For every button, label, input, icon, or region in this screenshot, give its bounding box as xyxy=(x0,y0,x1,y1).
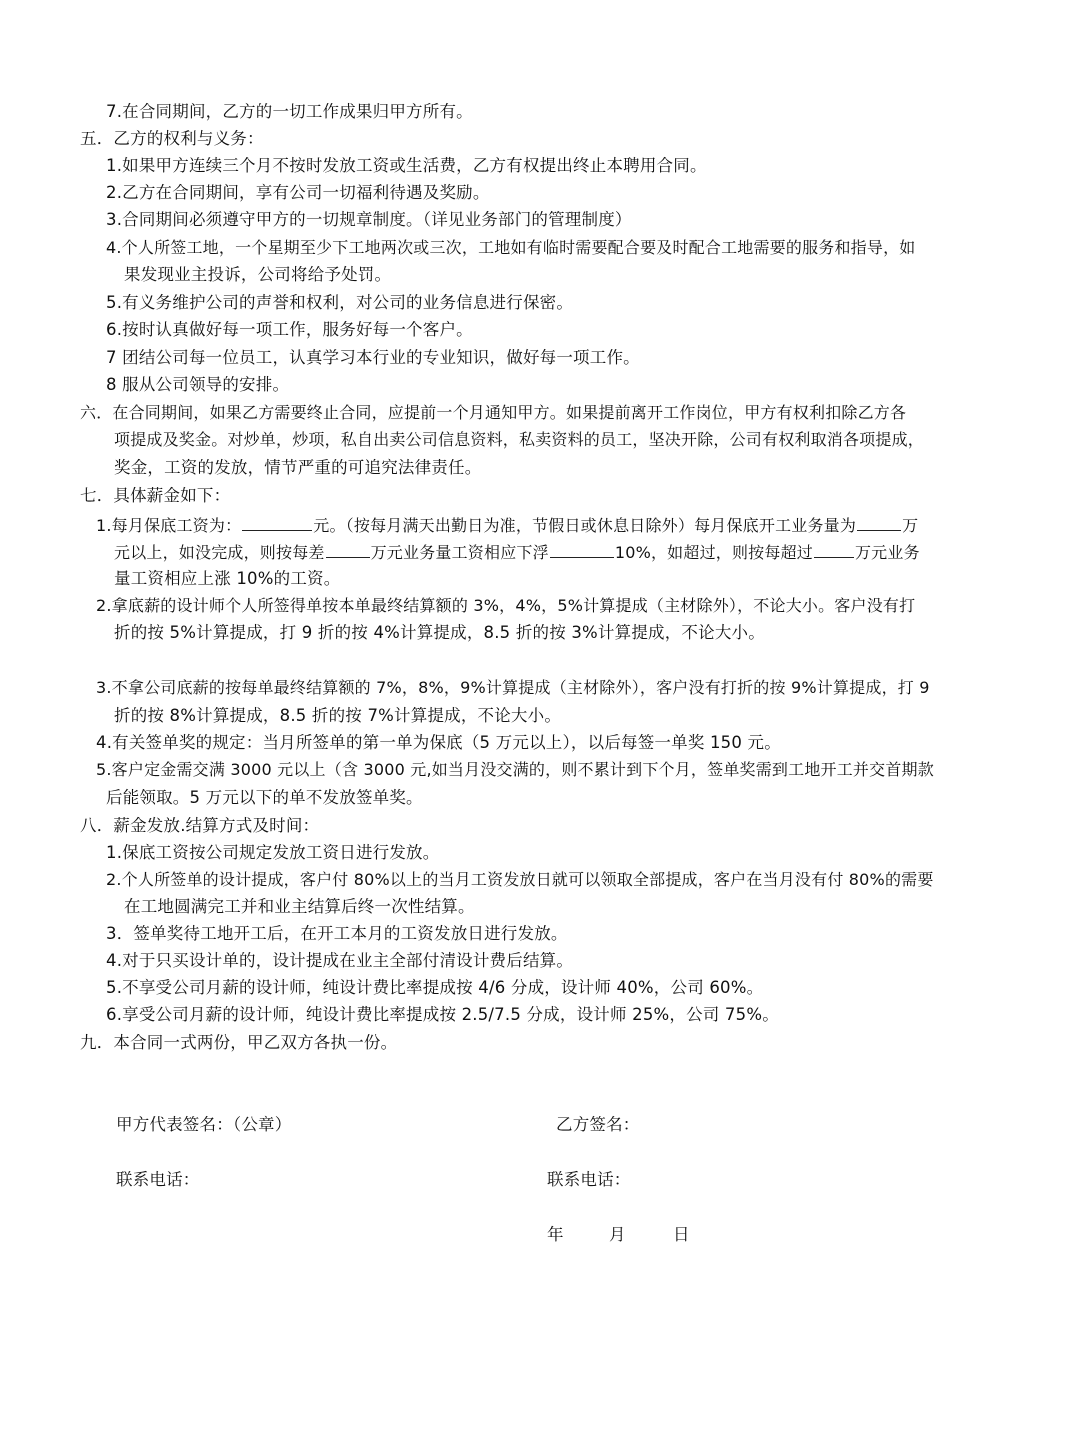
section-9: 九．本合同一式两份，甲乙双方各执一份。 xyxy=(80,1033,398,1052)
wan-business-text: 万元业务 xyxy=(854,543,920,562)
exceed-blank xyxy=(814,540,854,558)
section-5-item-4-line1: 4.个人所签工地，一个星期至少下工地两次或三次，工地如有临时需要配合要及时配合工地需要的服务和指导，如 xyxy=(106,238,916,257)
section-7-item-2-line1: 2.拿底薪的设计师个人所签得单按本单最终结算额的 3%，4%，5%计算提成（主材除外），不论大小。客户没有打 xyxy=(96,596,916,615)
section-7-item-3-line2: 折的按 8%计算提成，8.5 折的按 7%计算提成，不论大小。 xyxy=(114,706,562,725)
party-a-phone-label: 联系电话： xyxy=(116,1170,200,1189)
section-5-item-2: 2.乙方在合同期间，享有公司一切福利待遇及奖励。 xyxy=(106,183,490,202)
date-month-label: 月 xyxy=(609,1225,626,1244)
date-day-label: 日 xyxy=(673,1225,690,1244)
section-8-item-3: 3．签单奖待工地开工后，在开工本月的工资发放日进行发放。 xyxy=(106,924,568,943)
section-8-item-2-line1: 2.个人所签单的设计提成，客户付 80%以上的当月工资发放日就可以领取全部提成，客户在当月没有付 80%的需要 xyxy=(106,870,934,889)
shortfall-blank xyxy=(326,540,370,558)
section-5-item-5: 5.有义务维护公司的声誉和权利，对公司的业务信息进行保密。 xyxy=(106,293,574,312)
wan-unit: 万 xyxy=(902,516,919,535)
section-8-item-2-line2: 在工地圆满完工并和业主结算后终一次性结算。 xyxy=(124,897,475,916)
clause-5-7: 7.在合同期间，乙方的一切工作成果归甲方所有。 xyxy=(106,102,473,121)
section-5-item-1: 1.如果甲方连续三个月不按时发放工资或生活费，乙方有权提出终止本聘用合同。 xyxy=(106,156,707,175)
date-year-label: 年 xyxy=(547,1225,564,1244)
section-7-item-5-line2: 后能领取。5 万元以下的单不发放签单奖。 xyxy=(106,788,423,807)
section-6-line3: 奖金，工资的发放，情节严重的可追究法律责任。 xyxy=(114,458,482,477)
float-down-text: 万元业务量工资相应下浮 xyxy=(370,543,549,562)
section-7-item-1-line1 xyxy=(96,513,918,537)
section-5-item-6: 6.按时认真做好每一项工作，服务好每一个客户。 xyxy=(106,320,473,339)
shortfall-text: 元以上，如没完成，则按每差 xyxy=(114,543,325,562)
section-7-item-1-line3: 量工资相应上涨 10%的工资。 xyxy=(114,569,341,588)
section-7-title: 七．具体薪金如下： xyxy=(80,486,231,505)
float-down-blank xyxy=(550,540,614,558)
section-5-item-4-line2: 果发现业主投诉，公司将给予处罚。 xyxy=(124,265,392,284)
section-7-item-5-line1: 5.客户定金需交满 3000 元以上（含 3000 元,如当月没交满的，则不累计到下个月，签单奖需到工地开工并交首期款 xyxy=(96,760,934,779)
section-6-line2: 项提成及奖金。对炒单，炒项，私自出卖公司信息资料，私卖资料的员工，坚决开除，公司有权利取消各项提成， xyxy=(114,430,925,449)
section-7-item-4: 4.有关签单奖的规定：当月所签单的第一单为保底（5 万元以上），以后每签一单奖 150 元。 xyxy=(96,733,781,752)
base-salary-label: 1.每月保底工资为： xyxy=(96,516,242,535)
section-8-item-6: 6.享受公司月薪的设计师，纯设计费比率提成按 2.5/7.5 分成，设计师 25%，公司 75%。 xyxy=(106,1005,779,1024)
party-b-phone-label: 联系电话： xyxy=(547,1170,631,1189)
section-7-item-2-line2: 折的按 5%计算提成，打 9 折的按 4%计算提成，8.5 折的按 3%计算提成，不论大小。 xyxy=(114,623,765,642)
section-8-title: 八．薪金发放.结算方式及时间： xyxy=(80,816,320,835)
party-a-signature-label: 甲方代表签名：（公章） xyxy=(116,1115,292,1134)
section-5-item-8: 8 服从公司领导的安排。 xyxy=(106,375,290,394)
section-5-title: 五．乙方的权利与义务： xyxy=(80,129,264,148)
section-7-item-1-line2 xyxy=(114,540,920,564)
section-5-item-3: 3.合同期间必须遵守甲方的一切规章制度。（详见业务部门的管理制度） xyxy=(106,210,632,229)
base-salary-text: 元。（按每月满天出勤日为准，节假日或休息日除外）每月保底开工业务量为 xyxy=(313,516,857,535)
section-7-item-3-line1: 3.不拿公司底薪的按每单最终结算额的 7%，8%，9%计算提成（主材除外），客户没有打折的按 9%计算提成，打 9 xyxy=(96,678,930,697)
section-5-item-7: 7 团结公司每一位员工，认真学习本行业的专业知识，做好每一项工作。 xyxy=(106,348,640,367)
base-salary-blank xyxy=(242,513,312,531)
section-8-item-1: 1.保底工资按公司规定发放工资日进行发放。 xyxy=(106,843,440,862)
section-8-item-4: 4.对于只买设计单的，设计提成在业主全部付清设计费后结算。 xyxy=(106,951,574,970)
party-b-signature-label: 乙方签名： xyxy=(556,1115,640,1134)
monthly-volume-blank xyxy=(857,513,901,531)
section-6-line1: 六．在合同期间，如果乙方需要终止合同，应提前一个月通知甲方。如果提前离开工作岗位，甲方有权利扣除乙方各 xyxy=(80,403,907,422)
exceed-text: 10%，如超过，则按每超过 xyxy=(614,543,813,562)
section-8-item-5: 5.不享受公司月薪的设计师，纯设计费比率提成按 4/6 分成，设计师 40%，公司 60%。 xyxy=(106,978,764,997)
